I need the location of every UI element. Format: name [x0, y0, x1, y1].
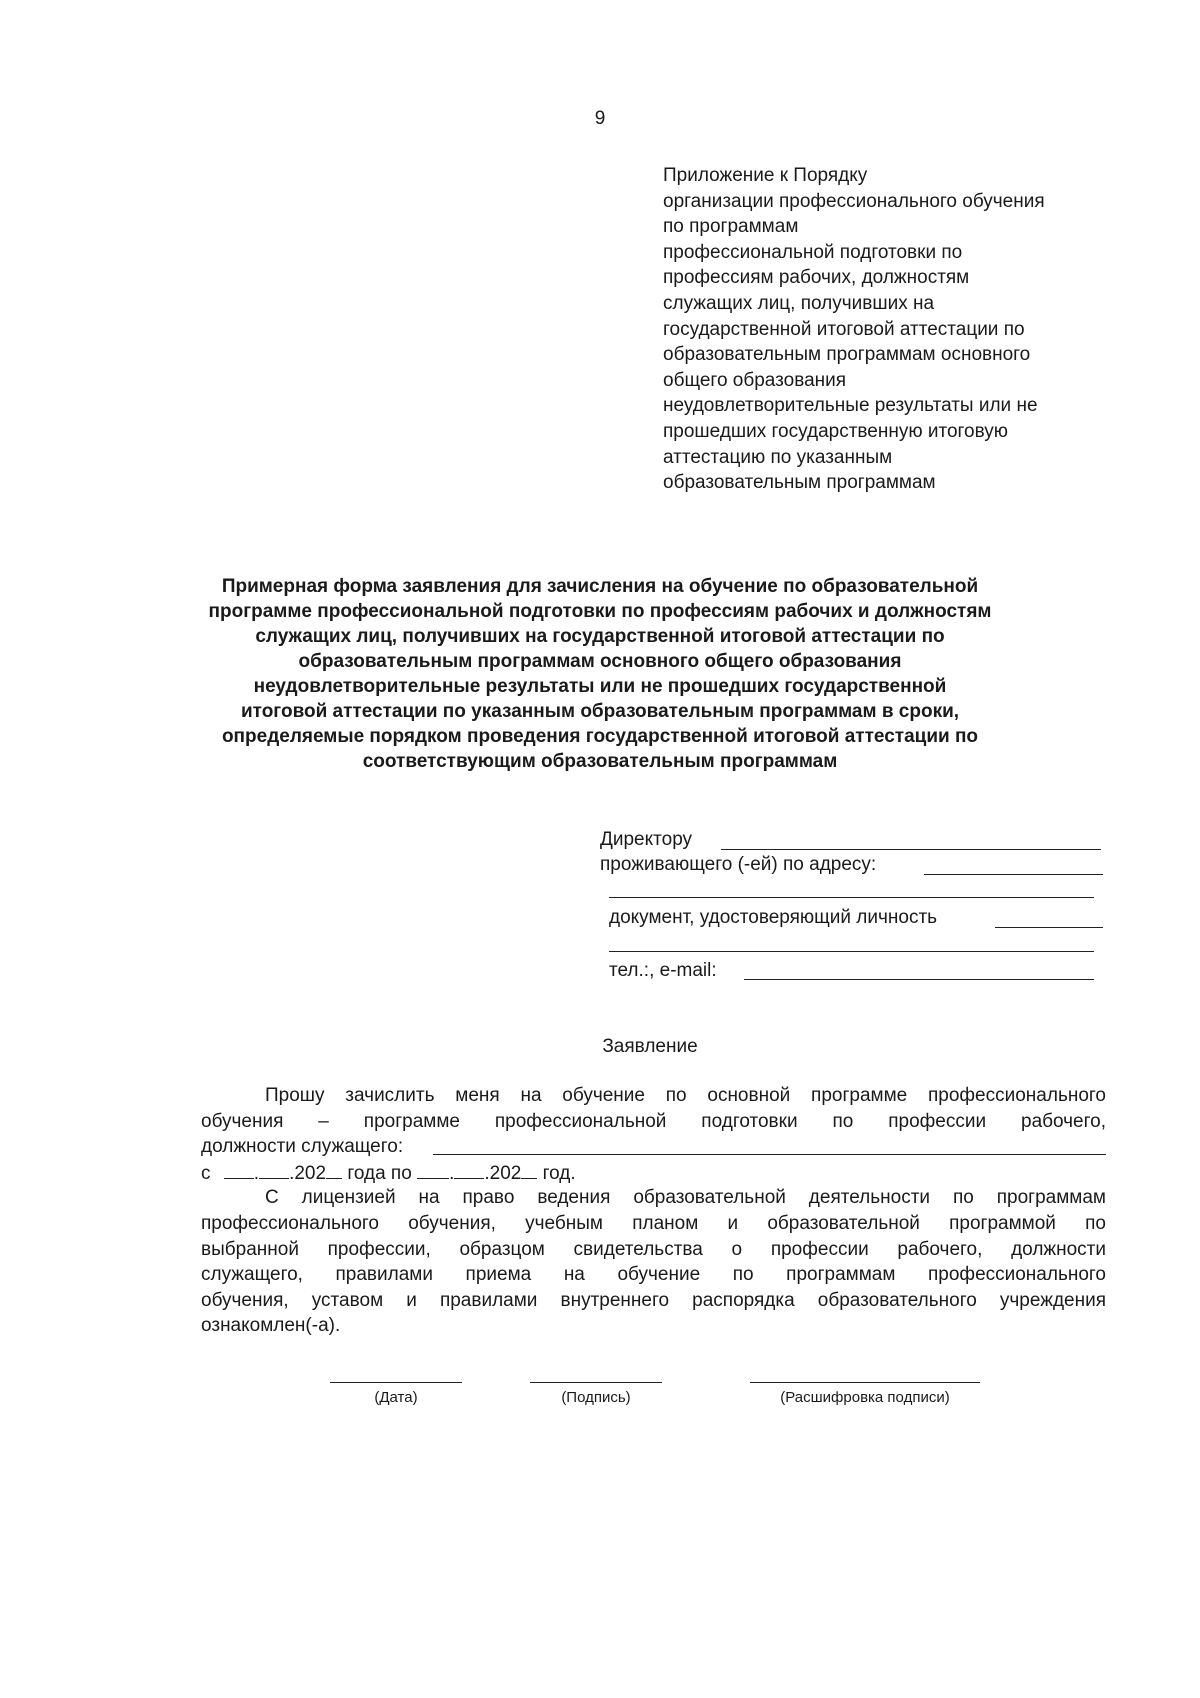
- appendix-line: образовательным программам основного: [663, 344, 1031, 366]
- year-suffix-label: год.: [542, 1162, 576, 1184]
- date-caption: (Дата): [374, 1389, 418, 1406]
- appendix-line: неудовлетворительные результаты или не: [663, 395, 1038, 417]
- appendix-line: организации профессионального обучения: [663, 190, 1045, 212]
- contacts-field[interactable]: [744, 979, 1094, 980]
- end-month-field[interactable]: [454, 1160, 484, 1179]
- form-title-line: неудовлетворительные результаты или не прошедших государственной: [253, 676, 947, 697]
- appendix-line: профессиональной подготовки по: [663, 241, 963, 263]
- start-year-prefix: .202: [289, 1162, 327, 1184]
- transcript-caption: (Расшифровка подписи): [780, 1389, 950, 1406]
- appendix-note: [663, 163, 1123, 496]
- form-title-line: итоговой аттестации по указанным образовательным программам в сроки,: [240, 701, 960, 722]
- appendix-line: аттестацию по указанным: [663, 446, 893, 468]
- contacts-label: тел.:, e-mail:: [609, 960, 717, 981]
- director-name-field[interactable]: [721, 849, 1101, 850]
- identity-document-field[interactable]: [995, 927, 1103, 928]
- acknowledgement-line: ознакомлен(-а).: [201, 1315, 341, 1337]
- addressee-block: [600, 829, 1110, 979]
- study-period-line: с . .202 года по . .202 год.: [201, 1160, 1106, 1186]
- profession-field[interactable]: [433, 1154, 1106, 1155]
- acknowledgement-line: С лицензией на право ведения образовательной деятельности по программам: [265, 1187, 1106, 1209]
- request-text-line: обучения – программе профессиональной подготовки по профессии рабочего,: [201, 1110, 1106, 1132]
- form-title-line: образовательным программам основного общего образования: [298, 651, 902, 672]
- appendix-line: прошедших государственную итоговую: [663, 420, 1009, 442]
- start-day-field[interactable]: [224, 1160, 254, 1179]
- start-year-field[interactable]: [326, 1160, 342, 1179]
- statement-heading: Заявление: [602, 1036, 698, 1057]
- appendix-line: образовательным программам: [663, 472, 936, 494]
- end-year-prefix: .202: [484, 1162, 522, 1184]
- identity-document-label: документ, удостоверяющий личность: [609, 907, 938, 928]
- acknowledgement-line: выбранной профессии, образцом свидетельства о профессии рабочего, должности: [201, 1238, 1106, 1260]
- end-year-field[interactable]: [521, 1160, 537, 1179]
- statement-body: [201, 1083, 1106, 1339]
- date-signature-field[interactable]: [330, 1382, 462, 1406]
- appendix-line: Приложение к Порядку: [663, 165, 868, 186]
- form-title-line: программе профессиональной подготовки по профессиям рабочих и должностям: [208, 601, 992, 622]
- appendix-line: общего образования: [663, 369, 847, 391]
- identity-document-continuation-field[interactable]: [609, 951, 1094, 952]
- address-field[interactable]: [924, 874, 1103, 875]
- acknowledgement-line: профессионального обучения, учебным планом и образовательной программой по: [201, 1212, 1106, 1234]
- address-continuation-field[interactable]: [609, 897, 1094, 898]
- residence-label: проживающего (-ей) по адресу:: [600, 854, 877, 875]
- form-title-line: соответствующим образовательным программам: [362, 751, 838, 772]
- appendix-line: служащих лиц, получивших на: [663, 292, 935, 314]
- acknowledgement-line: служащего, правилами приема на обучение по программам профессионального: [201, 1264, 1106, 1286]
- signature-caption: (Подпись): [561, 1389, 631, 1406]
- signature-field[interactable]: [530, 1382, 662, 1406]
- period-to-label: года по: [347, 1162, 412, 1184]
- end-day-field[interactable]: [417, 1160, 449, 1179]
- appendix-line: профессиям рабочих, должностям: [663, 267, 970, 289]
- page-number: 9: [594, 108, 606, 129]
- signature-transcript-field[interactable]: [750, 1382, 980, 1406]
- request-text-line: Прошу зачислить меня на обучение по основной программе профессионального: [265, 1085, 1106, 1106]
- request-text-line: должности служащего:: [201, 1136, 404, 1158]
- start-month-field[interactable]: [259, 1160, 289, 1179]
- appendix-line: по программам: [663, 216, 799, 238]
- acknowledgement-line: обучения, уставом и правилами внутреннего распорядка образовательного учреждения: [201, 1289, 1106, 1311]
- director-label: Директору: [600, 829, 693, 850]
- appendix-line: государственной итоговой аттестации по: [663, 318, 1025, 340]
- form-title-line: определяемые порядком проведения государственной итоговой аттестации по: [221, 726, 979, 747]
- form-title-line: Примерная форма заявления для зачисления на обучение по образовательной: [221, 576, 979, 597]
- form-title-line: служащих лиц, получивших на государственной итоговой аттестации по: [255, 626, 945, 647]
- period-from-label: с: [201, 1162, 211, 1184]
- form-title: [150, 574, 1050, 774]
